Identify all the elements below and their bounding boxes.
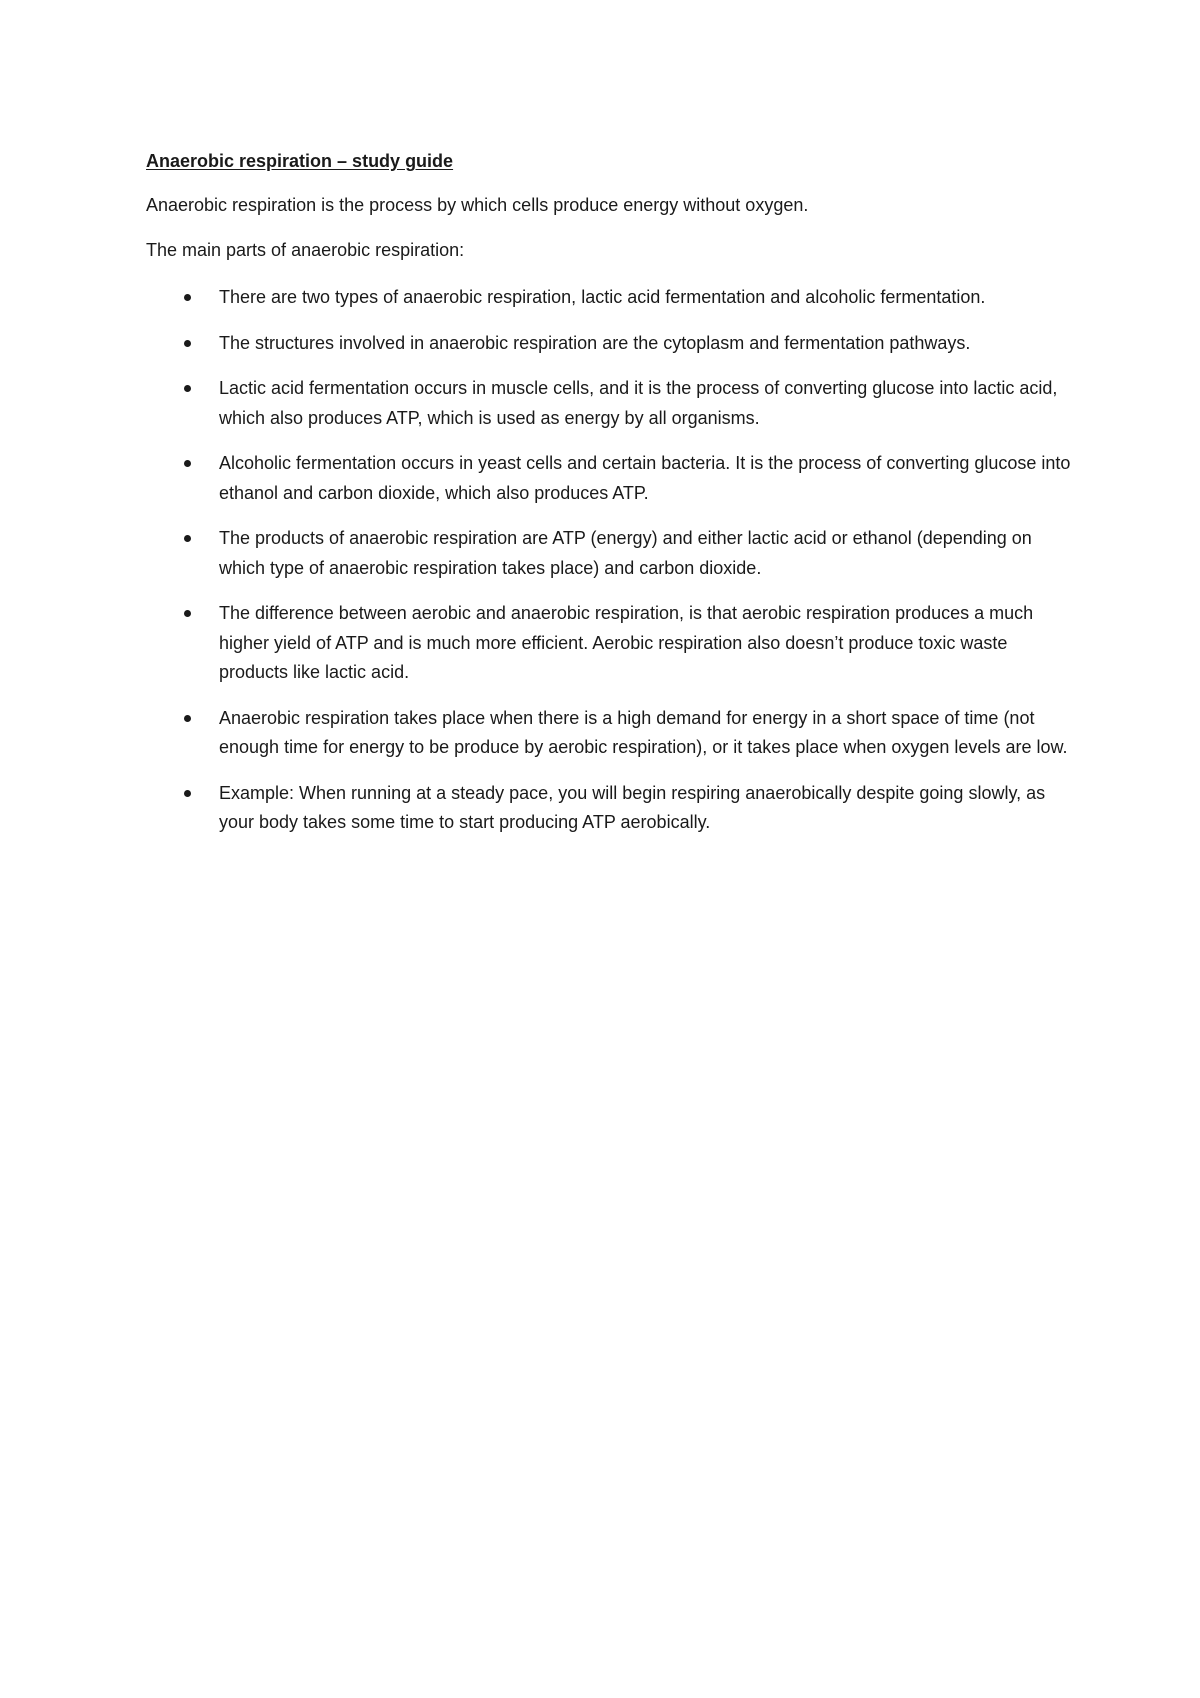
bullet-item: [146, 374, 1076, 433]
bullet-text: Example: When running at a steady pace, you will begin respiring anaerobically despite going slowly, as your body takes some time to start producing ATP aerobically.: [219, 782, 1046, 832]
bullet-item: [146, 329, 1076, 359]
intro-paragraph: Anaerobic respiration is the process by which cells produce energy without oxygen.: [146, 195, 809, 215]
bullet-text: There are two types of anaerobic respiration, lactic acid fermentation and alcoholic fermentation.: [219, 287, 986, 307]
bullet-item: [146, 599, 1076, 688]
bullet-item: [146, 524, 1076, 583]
bullet-text: The difference between aerobic and anaerobic respiration, is that aerobic respiration produces a much higher yield of ATP and is much more efficient. Aerobic respiration also doesn’t produce toxic waste products like lactic acid.: [219, 603, 1034, 682]
bullet-text: The products of anaerobic respiration are ATP (energy) and either lactic acid or ethanol (depending on which type of anaerobic respiration takes place) and carbon dioxide.: [219, 528, 1032, 578]
bullet-item: [146, 449, 1076, 508]
bullet-item: [146, 283, 1076, 313]
bullet-dot-icon: [184, 460, 191, 467]
bullet-text: The structures involved in anaerobic respiration are the cytoplasm and fermentation pathways.: [219, 332, 971, 353]
bullet-dot-icon: [184, 340, 191, 347]
bullet-list: [146, 283, 1076, 838]
document-title: Anaerobic respiration – study guide: [146, 151, 454, 171]
lead-paragraph: The main parts of anaerobic respiration:: [146, 240, 465, 260]
document-content: [146, 149, 1076, 854]
bullet-item: [146, 704, 1076, 763]
bullet-dot-icon: [184, 790, 191, 797]
bullet-dot-icon: [184, 294, 191, 301]
bullet-dot-icon: [184, 715, 191, 722]
bullet-dot-icon: [184, 535, 191, 542]
bullet-dot-icon: [184, 610, 191, 617]
bullet-dot-icon: [184, 385, 191, 392]
bullet-text: Lactic acid fermentation occurs in muscle cells, and it is the process of converting glucose into lactic acid, which also produces ATP, which is used as energy by all organisms.: [219, 378, 1058, 428]
bullet-text: Alcoholic fermentation occurs in yeast cells and certain bacteria. It is the process of converting glucose into ethanol and carbon dioxide, which also produces ATP.: [219, 453, 1071, 503]
bullet-item: [146, 779, 1076, 838]
bullet-text: Anaerobic respiration takes place when there is a high demand for energy in a short space of time (not enough time for energy to be produce by aerobic respiration), or it takes place when oxygen levels are low.: [219, 707, 1068, 757]
